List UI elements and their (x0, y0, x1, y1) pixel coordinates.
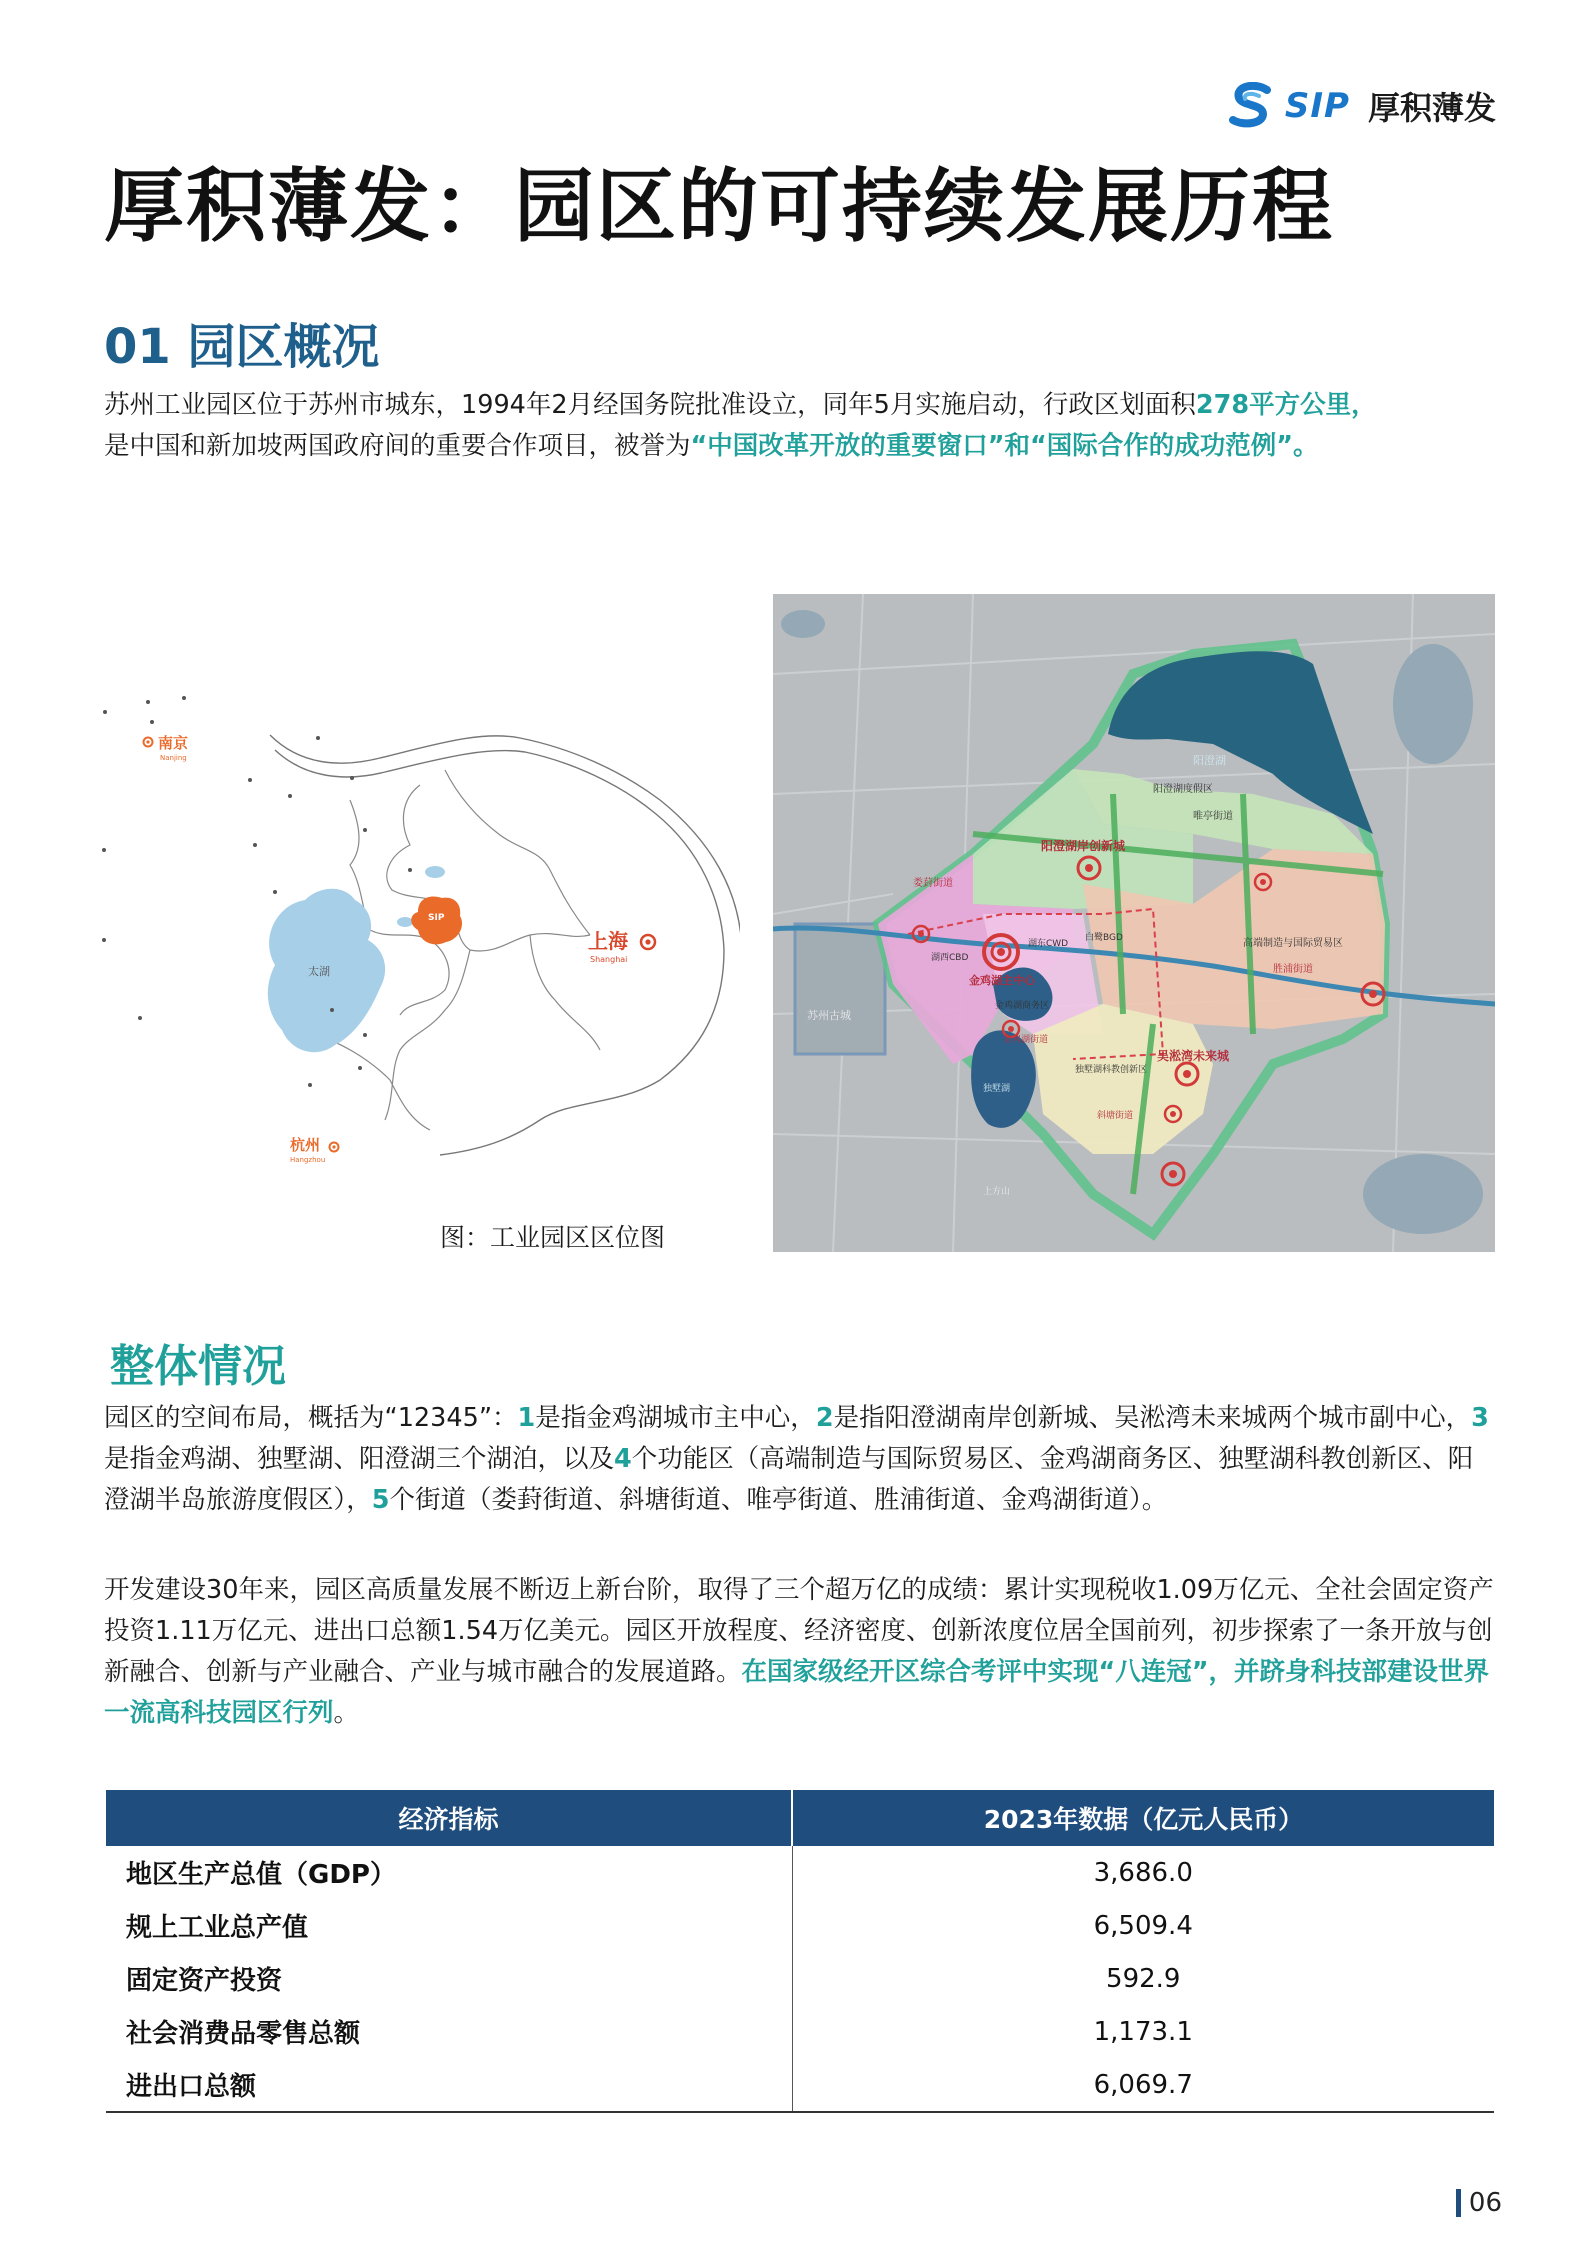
section-heading: 01 园区概况 (104, 319, 380, 375)
layout-num-5: 5 (371, 1485, 390, 1515)
label-core: 金鸡湖主中心 (969, 974, 1035, 987)
layout-text-2: 是指金鸡湖城市主中心， (535, 1403, 816, 1433)
label-louzhe: 娄葑街道 (913, 878, 953, 889)
dushu-lake-label: 独墅湖 (983, 1084, 1011, 1094)
layout-num-2: 2 (815, 1403, 834, 1433)
shanghai-label: 上海 (588, 929, 628, 953)
layout-text-3: 是指阳澄湖南岸创新城、吴淞湾未来城两个城市副中心， (833, 1403, 1472, 1433)
label-jinji-street: 金鸡湖街道 (1003, 1035, 1049, 1045)
layout-text-5: 个功能区（高端制造与国际贸易区、金鸡湖商务区、独墅湖科教创新区、阳澄湖半岛旅游度假区）， (104, 1444, 1474, 1515)
label-shengpu: 胜浦街道 (1273, 964, 1313, 975)
achievements-highlight: 在国家级经开区综合考评中实现“八连冠”，并跻身科技部建设世界一流高科技园区行列 (104, 1657, 1490, 1728)
sip-badge: SIP (428, 913, 445, 923)
page-title: 厚积薄发：园区的可持续发展历程 (104, 160, 1334, 253)
table-row (106, 2005, 1494, 2058)
label-shangfang: 上方山 (983, 1187, 1011, 1197)
layout-num-1: 1 (517, 1403, 536, 1433)
intro-paragraph (104, 385, 1494, 467)
achievements-end: 。 (333, 1698, 360, 1728)
label-bgd: 白鹭BGD (1085, 933, 1123, 943)
header-2023-data: 2023年数据（亿元人民币） (792, 1790, 1494, 1846)
intro-highlight-area: 278平方公里， (1195, 390, 1377, 420)
table-row (106, 1846, 1494, 1899)
ancient-city-label: 苏州古城 (807, 1009, 851, 1022)
layout-text-4: 是指金鸡湖、独墅湖、阳澄湖三个湖泊，以及 (104, 1444, 615, 1474)
map-caption: 图：工业园区区位图 (440, 1223, 666, 1252)
row-value: 592.9 (792, 1952, 1494, 2005)
label-jinji-business: 金鸡湖商务区 (995, 1001, 1050, 1011)
row-value: 6,509.4 (792, 1899, 1494, 1952)
sip-logo (1229, 80, 1496, 132)
label-cbd: 湖西CBD (931, 953, 969, 963)
row-label: 固定资产投资 (126, 1966, 283, 1996)
table-row (106, 1899, 1494, 1952)
row-label: 进出口总额 (106, 2058, 792, 2112)
yangcheng-lake-label: 阳澄湖 (1193, 754, 1226, 767)
nanjing-label-en: Nanjing (160, 754, 187, 762)
label-weiting: 唯亭街道 (1193, 811, 1233, 822)
layout-num-3: 3 (1471, 1403, 1489, 1433)
logo-text: 厚积薄发 (1367, 89, 1496, 127)
intro-highlight-praise: “中国改革开放的重要窗口”和“国际合作的成功范例”。 (690, 431, 1319, 461)
row-label: 地区生产总值（GDP） (126, 1860, 396, 1890)
economic-indicators-table (106, 1790, 1494, 2113)
layout-text-6: 个街道（娄葑街道、斜塘街道、唯亭街道、胜浦街道、金鸡湖街道）。 (389, 1485, 1168, 1515)
ancient-city-block (795, 924, 885, 1054)
achievements-text: 开发建设30年来，园区高质量发展不断迈上新台阶，取得了三个超万亿的成绩：累计实现税收1.09万亿元、全社会固定资产投资1.11万亿元、进出口总额1.54万亿美元。园区开放程度、经济密度、创新浓度位居全国前列，初步探索了一条开放与创新融合、创新与产业融合、产业与城市融合的发展道路。 (104, 1575, 1494, 1687)
header-indicator: 经济指标 (106, 1790, 792, 1846)
nanjing-label: 南京 (158, 734, 189, 752)
table-row (106, 2058, 1494, 2112)
coastline (440, 950, 724, 1155)
hangzhou-label-en: Hangzhou (290, 1156, 326, 1164)
label-north-city: 阳澄湖岸创新城 (1041, 839, 1126, 853)
page-number-text: 06 (1468, 2188, 1502, 2218)
layout-num-4: 4 (614, 1444, 632, 1474)
intro-text-1: 苏州工业园区位于苏州市城东，1994年2月经国务院批准设立，同年5月实施启动，行政区划面积 (104, 390, 1196, 420)
hangzhou-label: 杭州 (290, 1136, 321, 1154)
layout-text-1: 园区的空间布局，概括为“12345”： (104, 1403, 518, 1433)
intro-text-2: 是中国和新加坡两国政府间的重要合作项目，被誉为 (104, 431, 691, 461)
page-number (1456, 2188, 1502, 2218)
label-future-city: 吴淞湾未来城 (1157, 1049, 1230, 1063)
row-label: 规上工业总产值 (126, 1913, 309, 1943)
label-xietang: 斜塘街道 (1097, 1111, 1134, 1121)
row-label: 社会消费品零售总额 (126, 2019, 361, 2049)
page-number-bar (1456, 2189, 1461, 2217)
overview-paragraph-2 (104, 1570, 1494, 1734)
sip-s-icon (1229, 82, 1275, 130)
label-resort: 阳澄湖度假区 (1153, 784, 1213, 795)
tai-lake-label: 太湖 (308, 965, 330, 978)
table-row (106, 1952, 1494, 2005)
shanghai-label-en: Shanghai (590, 955, 628, 964)
logo-mark-text: SIP (1284, 86, 1350, 126)
overview-heading: 整体情况 (110, 1341, 286, 1392)
park-district-map (773, 594, 1495, 1252)
label-dushu-zone: 独墅湖科教创新区 (1075, 1065, 1148, 1075)
location-map (100, 650, 740, 1210)
row-value: 3,686.0 (792, 1846, 1494, 1899)
overview-paragraph-1 (104, 1398, 1494, 1521)
row-value: 1,173.1 (792, 2005, 1494, 2058)
label-manufacturing: 高端制造与国际贸易区 (1243, 938, 1343, 949)
row-value: 6,069.7 (792, 2058, 1494, 2112)
table-header-row (106, 1790, 1494, 1846)
label-cwd: 湖东CWD (1028, 939, 1069, 949)
